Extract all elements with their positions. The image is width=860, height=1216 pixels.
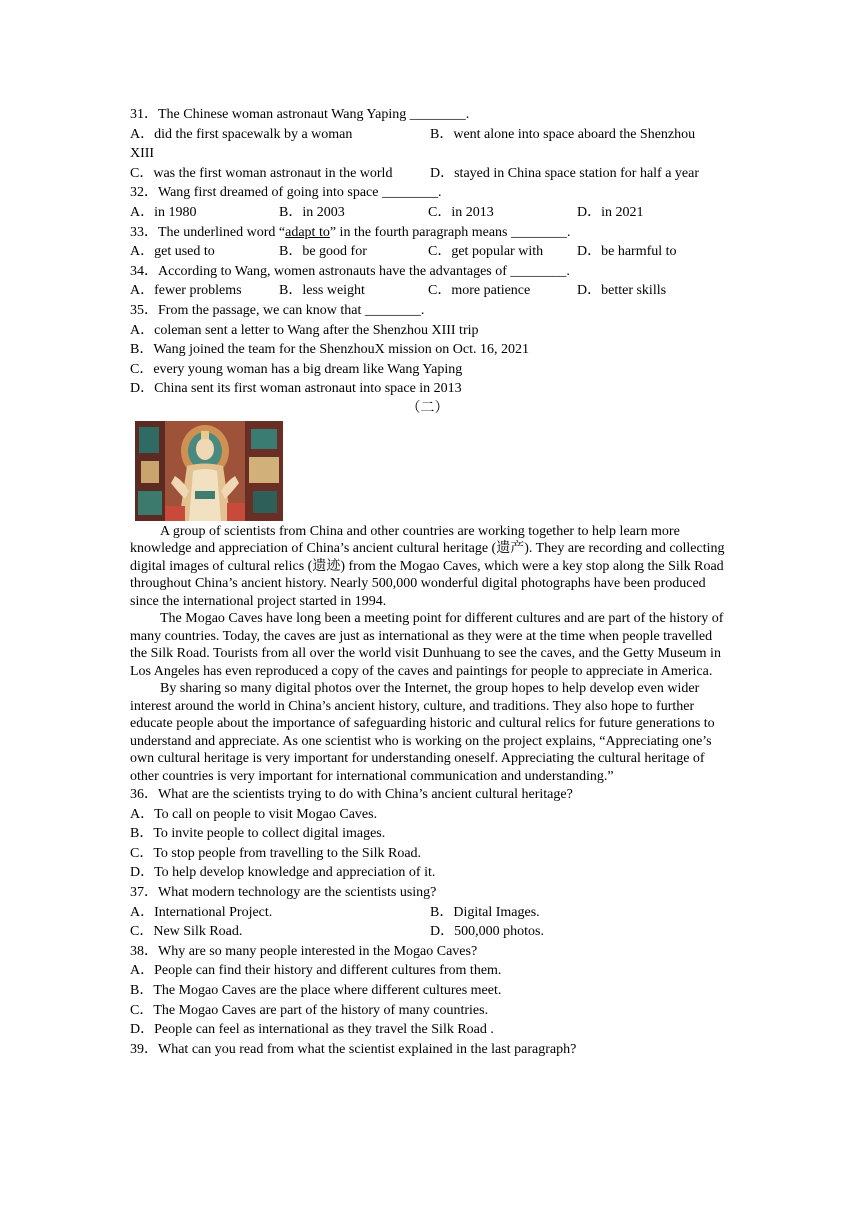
question-stem: 34．According to Wang, women astronauts have the advantages of ________. [130,263,570,279]
option-c: C．get popular with [428,244,544,260]
option-d: D．To help develop knowledge and appreciation of it. [130,865,436,881]
option-a: A．get used to [130,244,215,260]
option-b: B．went alone into space aboard the Shenzhou [430,126,696,142]
option-d: D．in 2021 [577,204,644,220]
option-d: D．500,000 photos. [430,924,544,940]
option-c: C．every young woman has a big dream like Wang Yaping [130,361,463,377]
question-stem [130,223,725,243]
question-stem: 32．Wang first dreamed of going into space ________. [130,185,442,201]
option-a: A．did the first spacewalk by a woman [130,126,353,142]
option-a: A．To call on people to visit Mogao Caves. [130,806,378,822]
passage-paragraph-3: By sharing so many digital photos over the Internet, the group hopes to help develop even wider interest around the world in China’s ancient history, culture, and traditions. They also hope to further educate people about the importance of safeguarding historic and cultural relics for future generations to understand and appreciate. As one scientist who is working on the project explains, “Appreciating one’s own cultural heritage is very important for understanding oneself. Appreciating the cultural heritage of other countries is very important for international communication and understanding.” [130,681,715,784]
option-c: C．more patience [428,283,531,299]
option-d: D．People can feel as international as they travel the Silk Road . [130,1022,494,1038]
option-c: C．was the first woman astronaut in the world [130,165,393,181]
passage-paragraph-1: A group of scientists from China and other countries are working together to help learn more knowledge and appreciation of China’s ancient cultural heritage (遗产). They are recording and collecting digital images of cultural relics (遗迹) from the Mogao Caves, which were a key stop along the Silk Road throughout China’s ancient history. Nearly 500,000 wonderful digital photographs have been produced since the international project started in 1994. [130,523,725,609]
mural-illustration [135,421,283,521]
option-a: A．in 1980 [130,204,197,220]
question-stem: 39．What can you read from what the scientist explained in the last paragraph? [130,1041,577,1057]
option-b-continued: XIII [130,146,155,162]
question-stem: 37．What modern technology are the scientists using? [130,884,437,900]
option-a: A．coleman sent a letter to Wang after the Shenzhou XIII trip [130,322,479,338]
question-stem: 35．From the passage, we can know that ________. [130,302,425,318]
stem-suffix: ” in the fourth paragraph means ________. [329,224,571,240]
question-stem: 31．The Chinese woman astronaut Wang Yaping ________. [130,107,470,122]
underlined-word: adapt to [285,224,330,240]
passage-paragraph-2: The Mogao Caves have long been a meeting point for different cultures and are part of the history of many countries. Today, the caves are just as international as they were at the time when people travelled the Silk Road. Tourists from all over the world visit Dunhuang to see the caves, and the Getty Museum in Los Angeles has even reproduced a copy of the caves and paintings for people to appreciate in America. [130,611,724,679]
section-title: （二） [406,400,449,416]
option-c: C．New Silk Road. [130,924,243,940]
option-b: B．be good for [279,244,367,260]
option-d: D．be harmful to [577,244,677,260]
question-37 [130,883,725,942]
question-31 [130,105,725,183]
option-a: A．fewer problems [130,283,242,299]
question-39 [130,1040,725,1060]
question-stem: 36．What are the scientists trying to do with China’s ancient cultural heritage? [130,787,573,802]
option-d: D．stayed in China space station for half a year [430,165,700,181]
option-b: B．To invite people to collect digital images. [130,826,386,842]
question-stem: 38．Why are so many people interested in the Mogao Caves? [130,943,478,959]
question-32 [130,183,725,222]
option-c: C．To stop people from travelling to the Silk Road. [130,845,422,861]
question-35 [130,301,725,399]
exam-content [130,105,725,1059]
option-d: D．China sent its first woman astronaut into space in 2013 [130,381,462,397]
option-c: C．The Mogao Caves are part of the history of many countries. [130,1002,489,1018]
reading-passage [130,523,725,786]
option-c: C．in 2013 [428,204,494,220]
question-36 [130,785,725,883]
mogao-mural-image [135,421,283,521]
stem-prefix: 33．The underlined word “ [130,224,286,240]
option-a: A．People can find their history and different cultures from them. [130,963,502,979]
option-b: B．less weight [279,283,365,299]
option-d: D．better skills [577,283,667,299]
question-34 [130,262,725,301]
option-b: B．Wang joined the team for the ShenzhouX mission on Oct. 16, 2021 [130,342,529,358]
option-b: B．in 2003 [279,204,345,220]
question-33 [130,223,725,262]
option-a: A．International Project. [130,904,273,920]
option-b: B．The Mogao Caves are the place where different cultures meet. [130,982,502,998]
question-38 [130,942,725,1040]
option-b: B．Digital Images. [430,904,540,920]
